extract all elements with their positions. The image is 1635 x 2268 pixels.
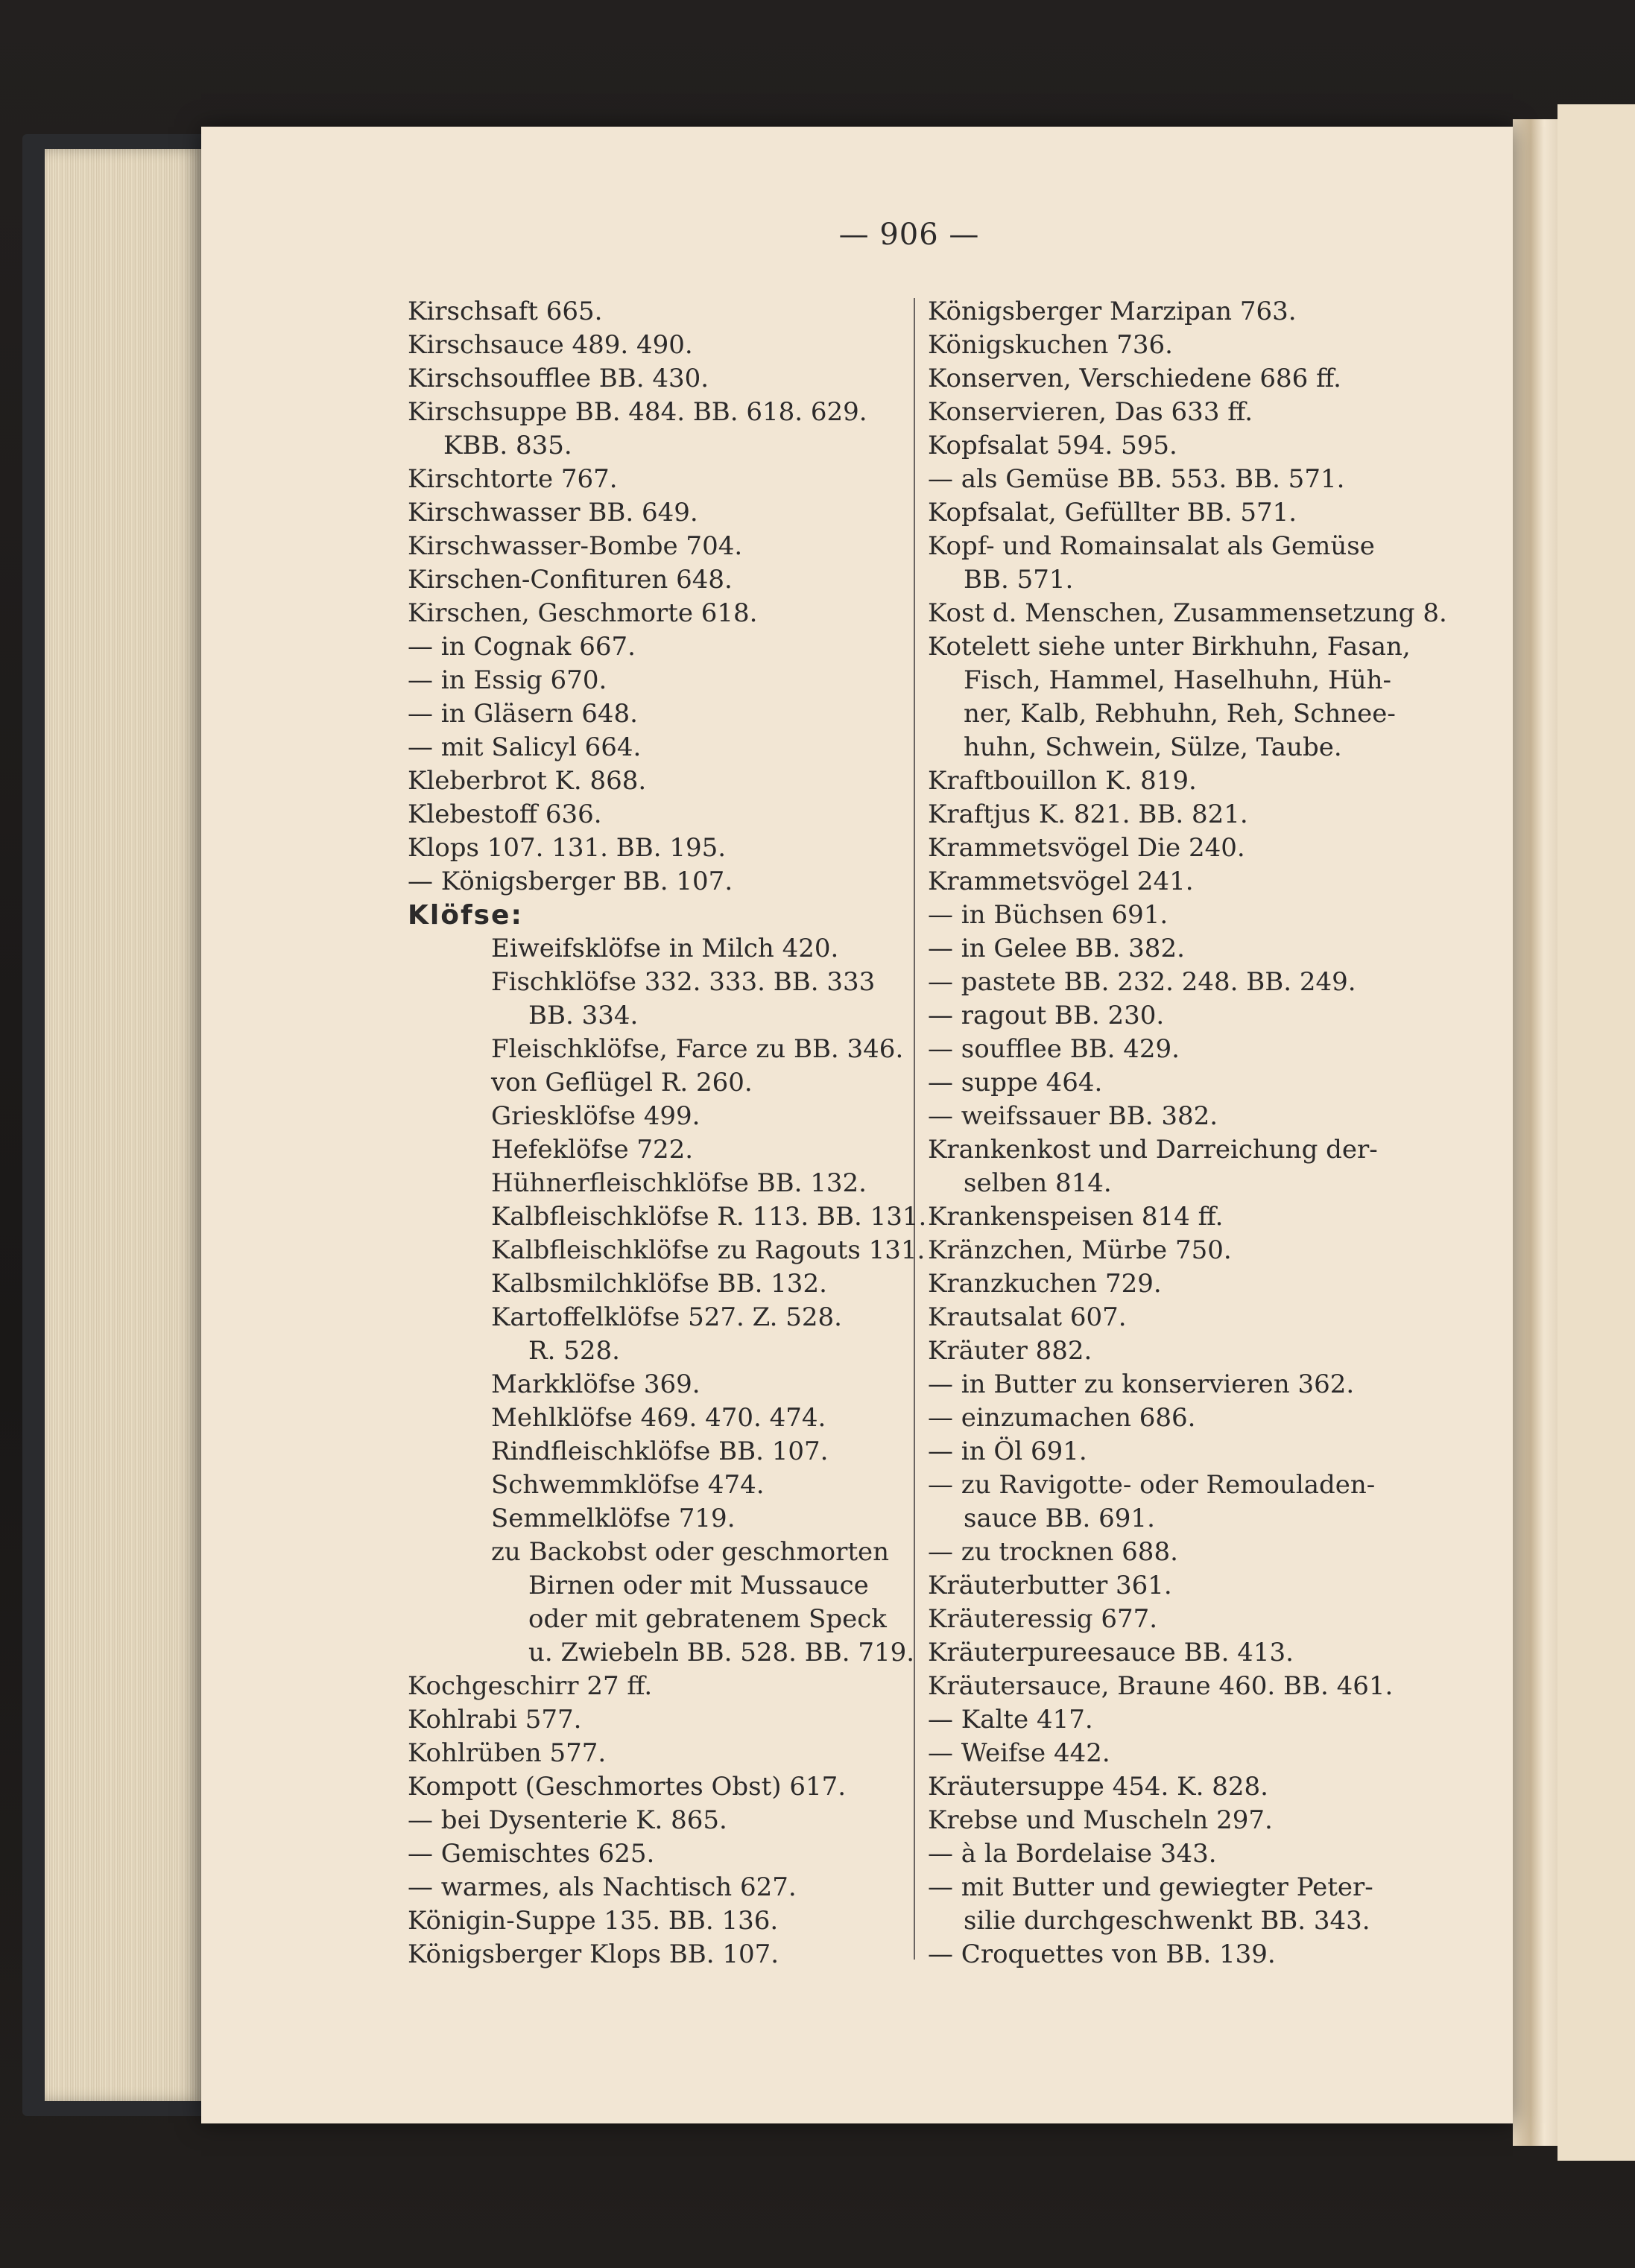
index-entry: Fisch, Hammel, Haselhuhn, Hüh- bbox=[964, 665, 1391, 695]
index-entry: Kräutersuppe 454. K. 828. bbox=[928, 1772, 1268, 1802]
index-entry: Birnen oder mit Mussauce bbox=[528, 1571, 869, 1600]
index-entry: Kräuteressig 677. bbox=[928, 1604, 1158, 1634]
index-entry: von Geflügel R. 260. bbox=[491, 1068, 753, 1097]
index-entry: Kranzkuchen 729. bbox=[928, 1269, 1162, 1299]
index-entry: — Croquettes von BB. 139. bbox=[928, 1939, 1276, 1969]
index-entry: Kirschen, Geschmorte 618. bbox=[408, 598, 758, 628]
index-entry: Hefeklöfse 722. bbox=[491, 1135, 694, 1165]
index-entry: Kost d. Menschen, Zusammensetzung 8. bbox=[928, 598, 1447, 628]
index-entry: — weifssauer BB. 382. bbox=[928, 1101, 1218, 1131]
index-entry: — in Gläsern 648. bbox=[408, 699, 638, 729]
index-entry: Kopfsalat 594. 595. bbox=[928, 431, 1177, 460]
index-entry: Fleischklöfse, Farce zu BB. 346. bbox=[491, 1034, 904, 1064]
index-entry: zu Backobst oder geschmorten bbox=[491, 1537, 890, 1567]
index-entry: Königskuchen 736. bbox=[928, 330, 1173, 360]
index-entry: Krautsalat 607. bbox=[928, 1302, 1127, 1332]
index-entry: Kohlrüben 577. bbox=[408, 1738, 607, 1768]
index-entry: Kraftbouillon K. 819. bbox=[928, 766, 1197, 796]
index-entry: Krankenkost und Darreichung der- bbox=[928, 1135, 1378, 1165]
index-entry: BB. 571. bbox=[964, 565, 1074, 595]
index-entry: — einzumachen 686. bbox=[928, 1403, 1196, 1433]
index-entry: Kirschwasser-Bombe 704. bbox=[408, 531, 743, 561]
index-entry: Kräuterbutter 361. bbox=[928, 1571, 1172, 1600]
index-entry: Semmelklöfse 719. bbox=[491, 1504, 736, 1533]
index-entry: Griesklöfse 499. bbox=[491, 1101, 701, 1131]
index-entry: silie durchgeschwenkt BB. 343. bbox=[964, 1906, 1370, 1936]
index-entry: u. Zwiebeln BB. 528. BB. 719. bbox=[528, 1638, 915, 1667]
index-entry: Krammetsvögel 241. bbox=[928, 867, 1194, 896]
index-entry: Konservieren, Das 633 ff. bbox=[928, 397, 1253, 427]
index-entry: Königsberger Klops BB. 107. bbox=[408, 1939, 779, 1969]
index-entry: — suppe 464. bbox=[928, 1068, 1103, 1097]
index-entry: — in Büchsen 691. bbox=[928, 900, 1168, 930]
index-entry: — pastete BB. 232. 248. BB. 249. bbox=[928, 967, 1356, 997]
index-entry: — ragout BB. 230. bbox=[928, 1001, 1165, 1030]
index-entry: Kränzchen, Mürbe 750. bbox=[928, 1235, 1232, 1265]
index-entry: — à la Bordelaise 343. bbox=[928, 1839, 1217, 1869]
index-entry: Krammetsvögel Die 240. bbox=[928, 833, 1245, 863]
index-entry: Fischklöfse 332. 333. BB. 333 bbox=[491, 967, 876, 997]
index-entry: sauce BB. 691. bbox=[964, 1504, 1155, 1533]
index-entry: Kraftjus K. 821. BB. 821. bbox=[928, 799, 1248, 829]
index-entry: Krankenspeisen 814 ff. bbox=[928, 1202, 1224, 1232]
index-entry: — in Öl 691. bbox=[928, 1436, 1087, 1466]
index-entry: KBB. 835. bbox=[443, 431, 572, 460]
page-number: — 906 — bbox=[838, 218, 980, 252]
index-column-left bbox=[408, 295, 927, 1971]
index-column-right bbox=[928, 295, 1447, 1971]
index-entry: Kalbfleischklöfse R. 113. BB. 131. bbox=[491, 1202, 927, 1232]
index-entry: — zu trocknen 688. bbox=[928, 1537, 1178, 1567]
index-entry: — mit Salicyl 664. bbox=[408, 732, 642, 762]
index-entry: R. 528. bbox=[528, 1336, 620, 1366]
index-entry: Kräutersauce, Braune 460. BB. 461. bbox=[928, 1671, 1394, 1701]
index-entry: Kirschwasser BB. 649. bbox=[408, 498, 698, 528]
index-entry: oder mit gebratenem Speck bbox=[528, 1604, 887, 1634]
index-entry: — in Essig 670. bbox=[408, 665, 607, 695]
index-entry: ner, Kalb, Rebhuhn, Reh, Schnee- bbox=[964, 699, 1396, 729]
index-entry: Kirschtorte 767. bbox=[408, 464, 618, 494]
index-entry: Kalbsmilchklöfse BB. 132. bbox=[491, 1269, 827, 1299]
index-entry: Konserven, Verschiedene 686 ff. bbox=[928, 364, 1341, 393]
index-entry: Kompott (Geschmortes Obst) 617. bbox=[408, 1772, 847, 1802]
index-entry: Kirschsoufflee BB. 430. bbox=[408, 364, 709, 393]
index-entry: Hühnerfleischklöfse BB. 132. bbox=[491, 1168, 867, 1198]
index-entry: Kopf- und Romainsalat als Gemüse bbox=[928, 531, 1375, 561]
index-entry: — mit Butter und gewiegter Peter- bbox=[928, 1872, 1373, 1902]
index-entry: Kirschsauce 489. 490. bbox=[408, 330, 693, 360]
index-entry: — als Gemüse BB. 553. BB. 571. bbox=[928, 464, 1345, 494]
index-entry: — soufflee BB. 429. bbox=[928, 1034, 1180, 1064]
index-entry: Kirschen-Confituren 648. bbox=[408, 565, 733, 595]
index-entry: Kartoffelklöfse 527. Z. 528. bbox=[491, 1302, 842, 1332]
index-entry: — Gemischtes 625. bbox=[408, 1839, 655, 1869]
column-divider bbox=[914, 298, 915, 1960]
index-entry: Kräuterpureesauce BB. 413. bbox=[928, 1638, 1294, 1667]
index-entry: Kopfsalat, Gefüllter BB. 571. bbox=[928, 498, 1297, 528]
index-entry: BB. 334. bbox=[528, 1001, 639, 1030]
index-entry: Klöfse: bbox=[408, 900, 523, 931]
index-entry: — Königsberger BB. 107. bbox=[408, 867, 733, 896]
index-entry: Markklöfse 369. bbox=[491, 1369, 701, 1399]
index-entry: Königin-Suppe 135. BB. 136. bbox=[408, 1906, 779, 1936]
index-entry: Kochgeschirr 27 ff. bbox=[408, 1671, 653, 1701]
index-entry: selben 814. bbox=[964, 1168, 1112, 1198]
index-entry: Kirschsuppe BB. 484. BB. 618. 629. bbox=[408, 397, 867, 427]
index-entry: huhn, Schwein, Sülze, Taube. bbox=[964, 732, 1342, 762]
index-entry: — Kalte 417. bbox=[928, 1705, 1093, 1735]
index-entry: Kohlrabi 577. bbox=[408, 1705, 582, 1735]
index-entry: Kalbfleischklöfse zu Ragouts 131. bbox=[491, 1235, 926, 1265]
index-entry: Königsberger Marzipan 763. bbox=[928, 297, 1297, 326]
index-entry: — bei Dysenterie K. 865. bbox=[408, 1805, 727, 1835]
index-entry: Kleberbrot K. 868. bbox=[408, 766, 647, 796]
index-entry: Eiweifsklöfse in Milch 420. bbox=[491, 934, 839, 963]
index-entry: Kräuter 882. bbox=[928, 1336, 1092, 1366]
index-entry: Kotelett siehe unter Birkhuhn, Fasan, bbox=[928, 632, 1411, 662]
index-entry: — in Butter zu konservieren 362. bbox=[928, 1369, 1355, 1399]
index-entry: Klebestoff 636. bbox=[408, 799, 602, 829]
index-entry: Rindfleischklöfse BB. 107. bbox=[491, 1436, 829, 1466]
index-entry: — in Cognak 667. bbox=[408, 632, 636, 662]
index-entry: Klops 107. 131. BB. 195. bbox=[408, 833, 727, 863]
index-entry: Schwemmklöfse 474. bbox=[491, 1470, 765, 1500]
index-entry: — Weifse 442. bbox=[928, 1738, 1110, 1768]
index-entry: Mehlklöfse 469. 470. 474. bbox=[491, 1403, 826, 1433]
index-entry: Kirschsaft 665. bbox=[408, 297, 603, 326]
index-entry: — zu Ravigotte- oder Remouladen- bbox=[928, 1470, 1376, 1500]
index-entry: Krebse und Muscheln 297. bbox=[928, 1805, 1273, 1835]
index-entry: — in Gelee BB. 382. bbox=[928, 934, 1185, 963]
index-entry: — warmes, als Nachtisch 627. bbox=[408, 1872, 797, 1902]
